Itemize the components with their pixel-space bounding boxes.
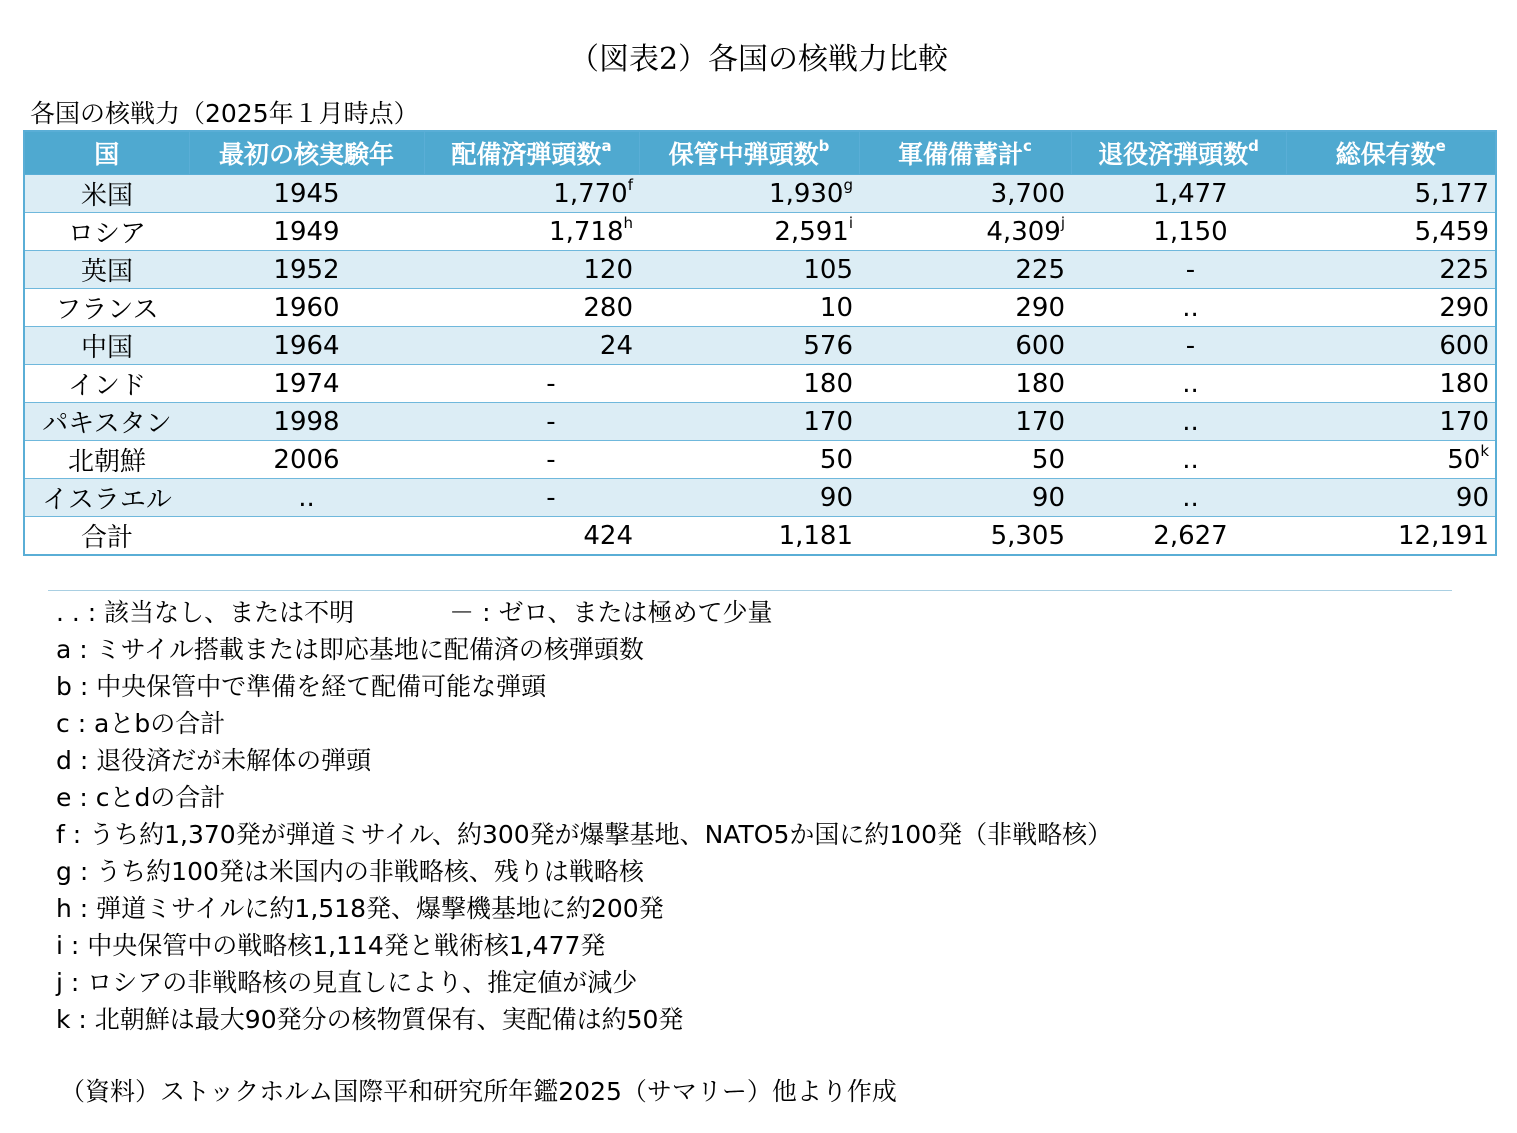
table-cell-retired: -: [1071, 327, 1286, 365]
table-cell-total: 5,459: [1286, 213, 1496, 251]
footnote: a : ミサイル搭載または即応基地に配備済の核弾頭数: [56, 635, 644, 664]
column-header: 退役済弾頭数$^d$: [1071, 131, 1286, 175]
table-cell-first-test: 1998: [189, 403, 424, 441]
table-row: [24, 479, 1496, 517]
table-row: [24, 403, 1496, 441]
table-cell-retired: -: [1071, 251, 1286, 289]
table-cell-first-test: 1949: [189, 213, 424, 251]
table-cell-stored: 170: [639, 403, 859, 441]
table-cell-deployed: 1,718$^h$: [424, 213, 639, 251]
table-cell-retired: 1,477: [1071, 175, 1286, 213]
table-row: [24, 289, 1496, 327]
footnote: b : 中央保管中で準備を経て配備可能な弾頭: [56, 672, 547, 701]
table-cell-stockpile: 3,700: [859, 175, 1071, 213]
table-cell-total: 290: [1286, 289, 1496, 327]
table-row: [24, 441, 1496, 479]
table-cell-stockpile: 5,305: [859, 517, 1071, 556]
nuclear-forces-table: [23, 130, 1497, 556]
table-cell-stored: 10: [639, 289, 859, 327]
table-cell-stored: 1,930$^g$: [639, 175, 859, 213]
table-cell-stockpile: 4,309$^j$: [859, 213, 1071, 251]
table-cell-first-test: 1952: [189, 251, 424, 289]
table-cell-deployed: -: [424, 479, 639, 517]
table-cell-stockpile: 600: [859, 327, 1071, 365]
table-cell-first-test: 1945: [189, 175, 424, 213]
table-cell-first-test: ..: [189, 479, 424, 517]
table-cell-total: 50$^k$: [1286, 441, 1496, 479]
table-cell-first-test: 1974: [189, 365, 424, 403]
table-cell-retired: 1,150: [1071, 213, 1286, 251]
table-cell-country: フランス: [24, 289, 189, 327]
table-header-row: [24, 131, 1496, 175]
table-cell-deployed: -: [424, 403, 639, 441]
footnote: . . : 該当なし、または不明 － : ゼロ、または極めて少量: [56, 598, 773, 627]
table-cell-total: 225: [1286, 251, 1496, 289]
table-subtitle: 各国の核戦力（2025年１月時点）: [30, 99, 419, 128]
notes-divider: [48, 590, 1452, 591]
table-cell-deployed: 424: [424, 517, 639, 556]
table-row: [24, 365, 1496, 403]
footnote: c : aとbの合計: [56, 709, 226, 738]
column-header: 軍備備蓄計$^c$: [859, 131, 1071, 175]
table-cell-deployed: 280: [424, 289, 639, 327]
table-cell-retired: ..: [1071, 365, 1286, 403]
footnote: i : 中央保管中の戦略核1,114発と戦術核1,477発: [56, 931, 606, 960]
table-row: [24, 175, 1496, 213]
table-cell-country: 英国: [24, 251, 189, 289]
table-cell-country: イスラエル: [24, 479, 189, 517]
table-cell-country: 合計: [24, 517, 189, 556]
table-cell-stored: 2,591$^i$: [639, 213, 859, 251]
table-cell-first-test: 1960: [189, 289, 424, 327]
table-cell-total: 12,191: [1286, 517, 1496, 556]
table-cell-country: インド: [24, 365, 189, 403]
table-cell-retired: 2,627: [1071, 517, 1286, 556]
table-cell-retired: ..: [1071, 441, 1286, 479]
table-cell-stockpile: 170: [859, 403, 1071, 441]
column-header: 国: [24, 131, 189, 175]
table-row: [24, 517, 1496, 556]
table-cell-country: パキスタン: [24, 403, 189, 441]
table-cell-first-test: [189, 517, 424, 556]
table-cell-stored: 1,181: [639, 517, 859, 556]
table-cell-total: 600: [1286, 327, 1496, 365]
table-cell-stored: 180: [639, 365, 859, 403]
table-cell-total: 5,177: [1286, 175, 1496, 213]
table-cell-country: 中国: [24, 327, 189, 365]
table-cell-first-test: 2006: [189, 441, 424, 479]
table-cell-stored: 105: [639, 251, 859, 289]
table-cell-deployed: 24: [424, 327, 639, 365]
table-cell-total: 170: [1286, 403, 1496, 441]
footnote: d : 退役済だが未解体の弾頭: [56, 746, 372, 775]
table-cell-stockpile: 180: [859, 365, 1071, 403]
table-cell-country: 米国: [24, 175, 189, 213]
footnote: e : cとdの合計: [56, 783, 226, 812]
footnote: f : うち約1,370発が弾道ミサイル、約300発が爆撃基地、NATO5か国に約100発（非戦略核）: [56, 820, 1113, 849]
table-cell-total: 180: [1286, 365, 1496, 403]
table-cell-deployed: -: [424, 365, 639, 403]
table-cell-first-test: 1964: [189, 327, 424, 365]
footnote: k : 北朝鮮は最大90発分の核物質保有、実配備は約50発: [56, 1005, 684, 1034]
table-cell-stored: 576: [639, 327, 859, 365]
column-header: 最初の核実験年: [189, 131, 424, 175]
table-cell-country: 北朝鮮: [24, 441, 189, 479]
table-cell-country: ロシア: [24, 213, 189, 251]
table-cell-deployed: -: [424, 441, 639, 479]
table-cell-retired: ..: [1071, 479, 1286, 517]
table-cell-stockpile: 90: [859, 479, 1071, 517]
table-cell-total: 90: [1286, 479, 1496, 517]
table-cell-stockpile: 225: [859, 251, 1071, 289]
source-note: （資料）ストックホルム国際平和研究所年鑑2025（サマリー）他より作成: [60, 1077, 897, 1106]
column-header: 配備済弾頭数$^a$: [424, 131, 639, 175]
table-cell-stockpile: 290: [859, 289, 1071, 327]
table-cell-stored: 90: [639, 479, 859, 517]
table-cell-retired: ..: [1071, 403, 1286, 441]
footnote: j : ロシアの非戦略核の見直しにより、推定値が減少: [56, 968, 638, 997]
table-cell-deployed: 120: [424, 251, 639, 289]
column-header: 保管中弾頭数$^b$: [639, 131, 859, 175]
footnote: h : 弾道ミサイルに約1,518発、爆撃機基地に約200発: [56, 894, 664, 923]
table-cell-deployed: 1,770$^f$: [424, 175, 639, 213]
figure-title: （図表2）各国の核戦力比較: [568, 42, 949, 77]
column-header: 総保有数$^e$: [1286, 131, 1496, 175]
table-cell-stockpile: 50: [859, 441, 1071, 479]
table-cell-stored: 50: [639, 441, 859, 479]
footnote: g : うち約100発は米国内の非戦略核、残りは戦略核: [56, 857, 644, 886]
table-row: [24, 251, 1496, 289]
table-cell-retired: ..: [1071, 289, 1286, 327]
table-row: [24, 327, 1496, 365]
table-row: [24, 213, 1496, 251]
notes-list: [56, 594, 1112, 1038]
